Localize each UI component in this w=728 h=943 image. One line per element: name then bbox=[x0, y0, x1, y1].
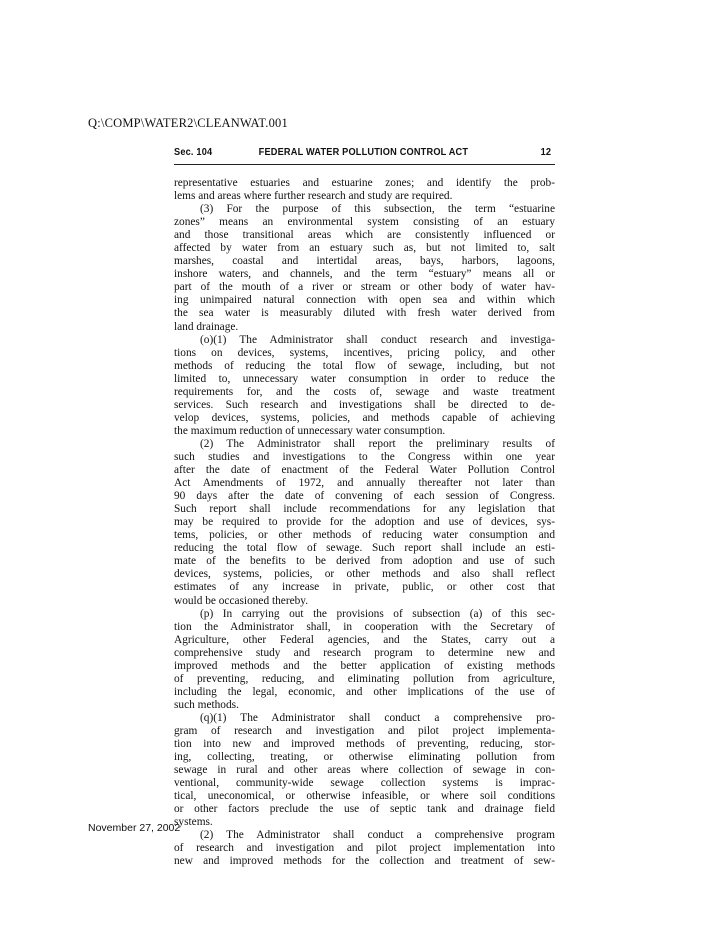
text-line: mate of the benefits to be derived from adoption and use of such bbox=[174, 555, 555, 568]
text-line: gram of research and investigation and pilot project implementa- bbox=[174, 724, 555, 737]
text-line: ing unimpaired natural connection with open sea and within which bbox=[174, 294, 555, 307]
page-number: 12 bbox=[540, 147, 552, 158]
text-line: limited to, unnecessary water consumption in order to reduce the bbox=[174, 372, 555, 385]
text-line: would be occasioned thereby. bbox=[174, 594, 309, 607]
text-line: such methods. bbox=[174, 698, 239, 711]
text-line: inshore waters, and channels, and the term “estuary” means all or bbox=[174, 268, 555, 281]
text-line: affected by water from an estuary such as, but not limited to, salt bbox=[174, 242, 555, 255]
text-line: of research and investigation and pilot project implementation into bbox=[174, 842, 555, 855]
text-line: or other factors preclude the use of septic tank and drainage field bbox=[174, 803, 555, 816]
text-line: systems. bbox=[174, 816, 213, 829]
text-line: improved methods and the better application of existing methods bbox=[174, 659, 555, 672]
body-text bbox=[174, 177, 555, 868]
text-line: methods of reducing the total flow of sewage, including, but not bbox=[174, 359, 555, 372]
text-line: Agriculture, other Federal agencies, and the States, carry out a bbox=[174, 633, 555, 646]
text-line: tems, policies, or other methods of reducing water consumption and bbox=[174, 529, 555, 542]
text-line: ventional, community-wide sewage collection systems is imprac- bbox=[174, 777, 555, 790]
text-line: of preventing, reducing, and eliminating pollution from agriculture, bbox=[174, 672, 555, 685]
text-line: Act Amendments of 1972, and annually thereafter not later than bbox=[174, 477, 555, 490]
text-line: estimates of any increase in private, public, or other cost that bbox=[174, 581, 555, 594]
text-line: tical, uneconomical, or otherwise infeasible, or where soil conditions bbox=[174, 790, 555, 803]
text-line: comprehensive study and research program to determine new and bbox=[174, 646, 555, 659]
text-line: zones” means an environmental system consisting of an estuary bbox=[174, 216, 555, 229]
text-line: (p) In carrying out the provisions of subsection (a) of this sec- bbox=[200, 607, 555, 620]
text-line: (q)(1) The Administrator shall conduct a comprehensive pro- bbox=[200, 711, 555, 724]
text-line: (2) The Administrator shall conduct a comprehensive program bbox=[200, 829, 555, 842]
text-line: marshes, coastal and intertidal areas, bays, harbors, lagoons, bbox=[174, 255, 555, 268]
text-line: devices, systems, policies, or other methods and also shall reflect bbox=[174, 568, 555, 581]
running-head bbox=[174, 147, 552, 163]
text-line: land drainage. bbox=[174, 320, 239, 333]
act-title: FEDERAL WATER POLLUTION CONTROL ACT bbox=[258, 147, 469, 158]
text-line: tions on devices, systems, incentives, pricing policy, and other bbox=[174, 346, 555, 359]
section-label: Sec. 104 bbox=[174, 147, 213, 158]
text-line: 90 days after the date of convening of each session of Congress. bbox=[174, 490, 555, 503]
text-line: such studies and investigations to the Congress within one year bbox=[174, 450, 555, 463]
text-line: (3) For the purpose of this subsection, the term “estuarine bbox=[200, 203, 555, 216]
text-line: after the date of enactment of the Federal Water Pollution Control bbox=[174, 464, 555, 477]
text-line: lems and areas where further research and study are required. bbox=[174, 190, 453, 203]
text-line: tion the Administrator shall, in cooperation with the Secretary of bbox=[174, 620, 555, 633]
text-line: Such report shall include recommendations for any legislation that bbox=[174, 503, 555, 516]
text-line: and those transitional areas which are consistently influenced or bbox=[174, 229, 555, 242]
text-line: part of the mouth of a river or stream or other body of water hav- bbox=[174, 281, 555, 294]
text-line: ing, collecting, treating, or otherwise eliminating pollution from bbox=[174, 751, 555, 764]
file-path: Q:\COMP\WATER2\CLEANWAT.001 bbox=[88, 116, 288, 130]
text-line: services. Such research and investigations shall be directed to de- bbox=[174, 398, 555, 411]
text-line: velop devices, systems, policies, and methods capable of achieving bbox=[174, 411, 555, 424]
text-line: requirements for, and the costs of, sewage and waste treatment bbox=[174, 385, 555, 398]
text-line: the sea water is measurably diluted with fresh water derived from bbox=[174, 307, 555, 320]
text-line: reducing the total flow of sewage. Such report shall include an esti- bbox=[174, 542, 555, 555]
footer-date: November 27, 2002 bbox=[88, 822, 181, 834]
text-line: may be required to provide for the adoption and use of devices, sys- bbox=[174, 516, 555, 529]
text-line: (o)(1) The Administrator shall conduct research and investiga- bbox=[200, 333, 555, 346]
text-line: including the legal, economic, and other implications of the use of bbox=[174, 685, 555, 698]
header-rule bbox=[174, 164, 555, 165]
text-line: the maximum reduction of unnecessary water consumption. bbox=[174, 424, 446, 437]
text-line: new and improved methods for the collection and treatment of sew- bbox=[174, 855, 555, 868]
text-line: representative estuaries and estuarine zones; and identify the prob- bbox=[174, 177, 555, 189]
text-line: tion into new and improved methods of preventing, reducing, stor- bbox=[174, 738, 555, 751]
text-line: (2) The Administrator shall report the preliminary results of bbox=[200, 437, 555, 450]
text-line: sewage in rural and other areas where collection of sewage in con- bbox=[174, 764, 555, 777]
